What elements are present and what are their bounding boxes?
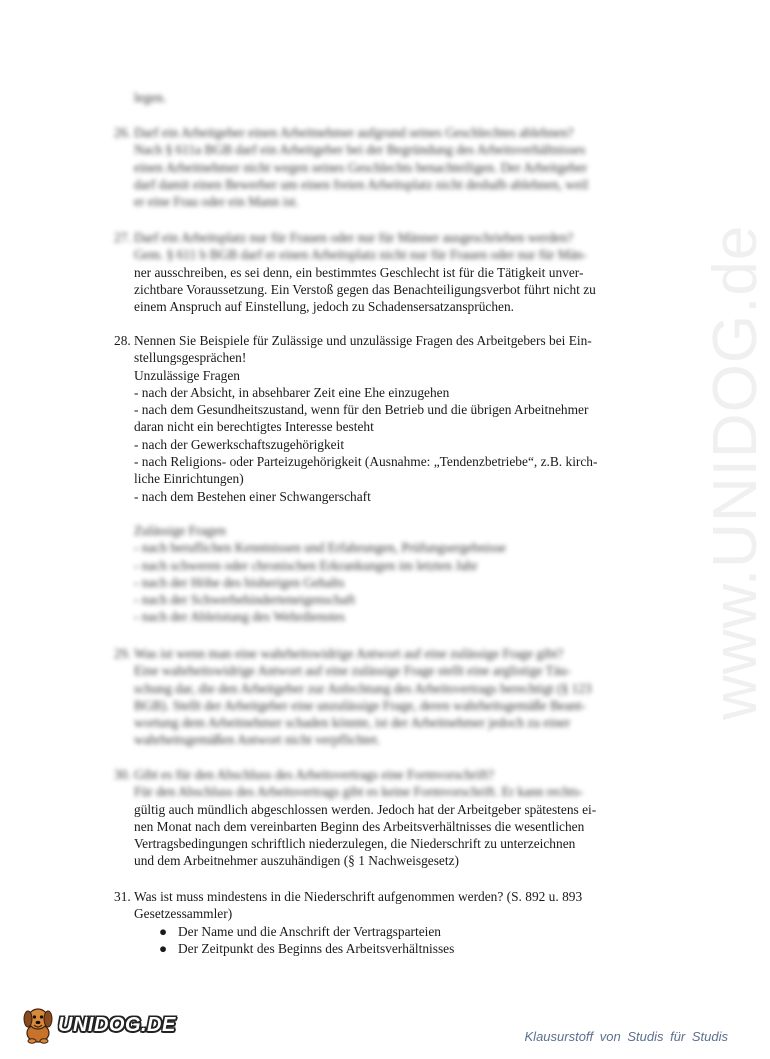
answer-line: Eine wahrheitswidrige Antwort auf eine zulässige Frage stellt eine arglistige Täu- [134,663,571,679]
answer-line: Gem. § 611 b BGB darf er einen Arbeitsplatz nicht nur für Frauen oder nur für Män- [134,247,587,263]
answer-line: wahrheitsgemäßen Antwort nicht verpflichtet. [134,732,381,748]
answer-line: Für den Abschluss des Arbeitsvertrags gibt es keine Formvorschrift. Er kann rechts- [134,784,584,800]
answer-line: er eine Frau oder ein Mann ist. [134,194,299,210]
list-item: - nach der Höhe des bisherigen Gehalts [134,574,345,590]
section-heading-unzulaessig: Unzulässige Fragen [134,367,240,383]
question-number: 29. [114,646,131,661]
list-item: - nach Religions- oder Parteizugehörigkeit (Ausnahme: „Tendenzbetriebe“, z.B. kirch- [134,454,598,470]
question-30 [114,766,662,870]
question-25-tail [114,89,662,106]
answer-line: gültig auch mündlich abgeschlossen werden. Jedoch hat der Arbeitgeber spätestens ei- [134,801,597,817]
question-27 [114,229,662,315]
list-item: - nach dem Gesundheitszustand, wenn für den Betrieb und die übrigen Arbeitnehmer [134,402,589,418]
watermark: www.UNIDOG.de [701,224,770,720]
allowed-questions [134,522,662,626]
question-28 [114,332,662,626]
question-text: stellungsgesprächen! [134,350,247,366]
answer-line: und dem Arbeitnehmer auszuhändigen (§ 1 Nachweisgesetz) [134,853,459,869]
bullet-text: Der Name und die Anschrift der Vertragsparteien [178,923,442,939]
answer-line: schung dar, die den Arbeitgeber zur Anfechtung des Arbeitsvertrags berechtigt (§ 123 [134,680,592,696]
question-number: 28. [114,333,131,348]
answer-line: wortung dem Arbeitnehmer schaden könnte, ist der Arbeitnehmer jedoch zu einer [134,715,571,731]
question-text: Darf ein Arbeitgeber einen Arbeitnehmer aufgrund seines Geschlechtes ablehnen? [134,125,574,140]
text-line: legen. [134,90,167,105]
answer-line: BGB). Stellt der Arbeitgeber eine unzulässige Frage, deren wahrheitsgemäße Beant- [134,697,586,713]
bullet-icon: ● [159,923,168,939]
answer-line: einem Anspruch auf Einstellung, jedoch zu Schadensersatzansprüchen. [134,299,515,315]
answer-line: darf damit einen Bewerber um einen freien Arbeitsplatz nicht deshalb ablehnen, weil [134,176,589,192]
answer-line: einen Arbeitnehmer nicht wegen seines Geschlechts benachteiligen. Der Arbeitgeber [134,159,588,175]
section-heading-zulaessig: Zulässige Fragen [134,522,226,538]
list-item: - nach der Gewerkschaftszugehörigkeit [134,436,345,452]
question-text: Was ist muss mindestens in die Niederschrift aufgenommen werden? (S. 892 u. 893 [134,889,583,904]
bullet-item [134,923,662,940]
question-number: 31. [114,889,131,904]
list-item: - nach der Absicht, in absehbarer Zeit eine Ehe einzugehen [134,384,450,400]
question-number: 30. [114,767,131,782]
question-26 [114,124,662,210]
dog-icon [20,1004,56,1044]
list-item: - nach der Ableistung des Wehrdienstes [134,609,346,625]
list-item: - nach schweren oder chronischen Erkrankungen im letzten Jahr [134,557,478,573]
answer-line: nen Monat nach dem vereinbarten Beginn des Arbeitsverhältnisses die wesentlichen [134,818,585,834]
question-text: Nennen Sie Beispiele für Zulässige und unzulässige Fragen des Arbeitgebers bei Ein- [134,333,592,348]
list-item: - nach dem Bestehen einer Schwangerschaft [134,488,371,504]
answer-line: ner ausschreiben, es sei denn, ein bestimmtes Geschlecht ist für die Tätigkeit unver- [134,264,584,280]
question-number: 27. [114,230,131,245]
list-item: - nach beruflichen Kenntnissen und Erfahrungen, Prüfungsergebnisse [134,540,506,556]
footer-slogan: Klausurstoff von Studis für Studis [524,1029,728,1044]
question-number: 26. [114,125,131,140]
unidog-logo[interactable] [20,1004,176,1044]
answer-line: zichtbare Voraussetzung. Ein Verstoß gegen das Benachteiligungsverbot führt nicht zu [134,281,596,297]
answer-line: Nach § 611a BGB darf ein Arbeitgeber bei der Begründung des Arbeitsverhältnisses [134,142,586,158]
bullet-item [134,940,662,957]
list-item: daran nicht ein berechtigtes Interesse besteht [134,419,374,435]
bullet-icon: ● [159,940,168,956]
question-text: Darf ein Arbeitsplatz nur für Frauen oder nur für Männer ausgeschrieben werden? [134,230,574,245]
list-item: liche Einrichtungen) [134,471,244,487]
question-29 [114,645,662,749]
question-text: Gesetzessammler) [134,906,233,922]
list-item: - nach der Schwerbehinderteneigenschaft [134,592,356,608]
answer-line: Vertragsbedingungen schriftlich niederzulegen, die Niederschrift zu unterzeichnen [134,836,576,852]
question-text: Gibt es für den Abschluss des Arbeitsvertrags eine Formvorschrift? [134,767,494,782]
logo-text: UNIDOG.DE [58,1014,176,1036]
question-31 [114,888,662,957]
question-text: Was ist wenn man eine wahrheitswidrige Antwort auf eine zulässige Frage gibt? [134,646,564,661]
bullet-text: Der Zeitpunkt des Beginns des Arbeitsverhältnisses [178,940,455,956]
